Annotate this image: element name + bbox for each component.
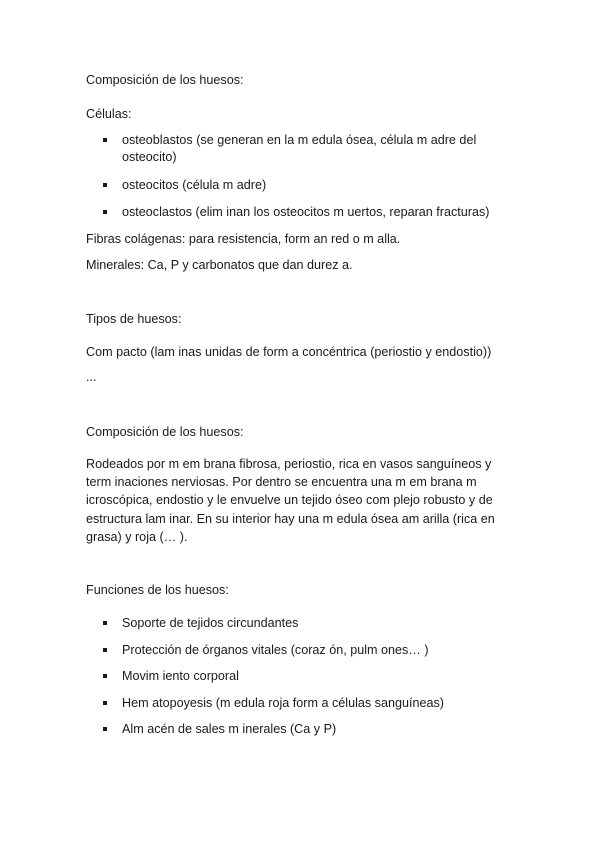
cells-label: Células:	[86, 107, 132, 121]
bullet-icon	[103, 648, 107, 652]
section-heading-composicion: Composición de los huesos:	[86, 73, 244, 87]
bullet-icon	[103, 727, 107, 731]
bullet-icon	[103, 621, 107, 625]
section-heading-composicion-2: Composición de los huesos:	[86, 425, 244, 439]
bullet-icon	[103, 674, 107, 678]
document-page: Composición de los huesos: Células: osteoblastos (se generan en la m edula ósea, célula m adre del osteocito) osteocitos (célula m adre) osteoclastos (elim inan los osteocitos m uertos, reparan fracturas) Fibras colágenas: para resistencia, form an red o m alla. Minerales: Ca, P y carbonatos que dan durez a. Tipos de huesos: Com pacto (lam inas unidas de form a concéntrica (periostio y endostio)) ... Composición de los huesos: Rodeados por m em brana fibrosa, periostio, rica en vasos sanguíneos y term inaciones nerviosas. Por dentro se encuentra una m em brana m icroscópica, endostio y le envuelve un tejido óseo com plejo robusto y de estructura lam inar. En su interior hay una m edula ósea am arilla (rica en grasa) y roja (… ). Funciones de los huesos: Soporte de tejidos circundantes Protección de órganos vitales (coraz ón, pulm ones… ) Movim iento corporal Hem atopoyesis (m edula roja form a células sanguíneas) Alm acén de sales m inerales (Ca y P)	[0, 0, 599, 848]
section-heading-tipos: Tipos de huesos:	[86, 312, 182, 326]
bullet-icon	[103, 183, 107, 187]
compacto-text: Com pacto (lam inas unidas de form a concéntrica (periostio y endostio))	[86, 345, 492, 359]
ellipsis-text: ...	[86, 370, 97, 384]
fibras-text: Fibras colágenas: para resistencia, form an red o m alla.	[86, 232, 401, 246]
bullet-icon	[103, 138, 107, 142]
composition-paragraph: Rodeados por m em brana fibrosa, periostio, rica en vasos sanguíneos y term inaciones nerviosas. Por dentro se encuentra una m em brana m icroscópica, endostio y le envuelve un tejido óseo com plejo robusto y de estructura lam inar. En su interior hay una m edula ósea am arilla (rica en grasa) y roja (… ).	[86, 457, 495, 544]
bullet-icon	[103, 210, 107, 214]
bullet-icon	[103, 701, 107, 705]
section-heading-funciones: Funciones de los huesos:	[86, 583, 229, 597]
minerales-text: Minerales: Ca, P y carbonatos que dan durez a.	[86, 258, 353, 272]
